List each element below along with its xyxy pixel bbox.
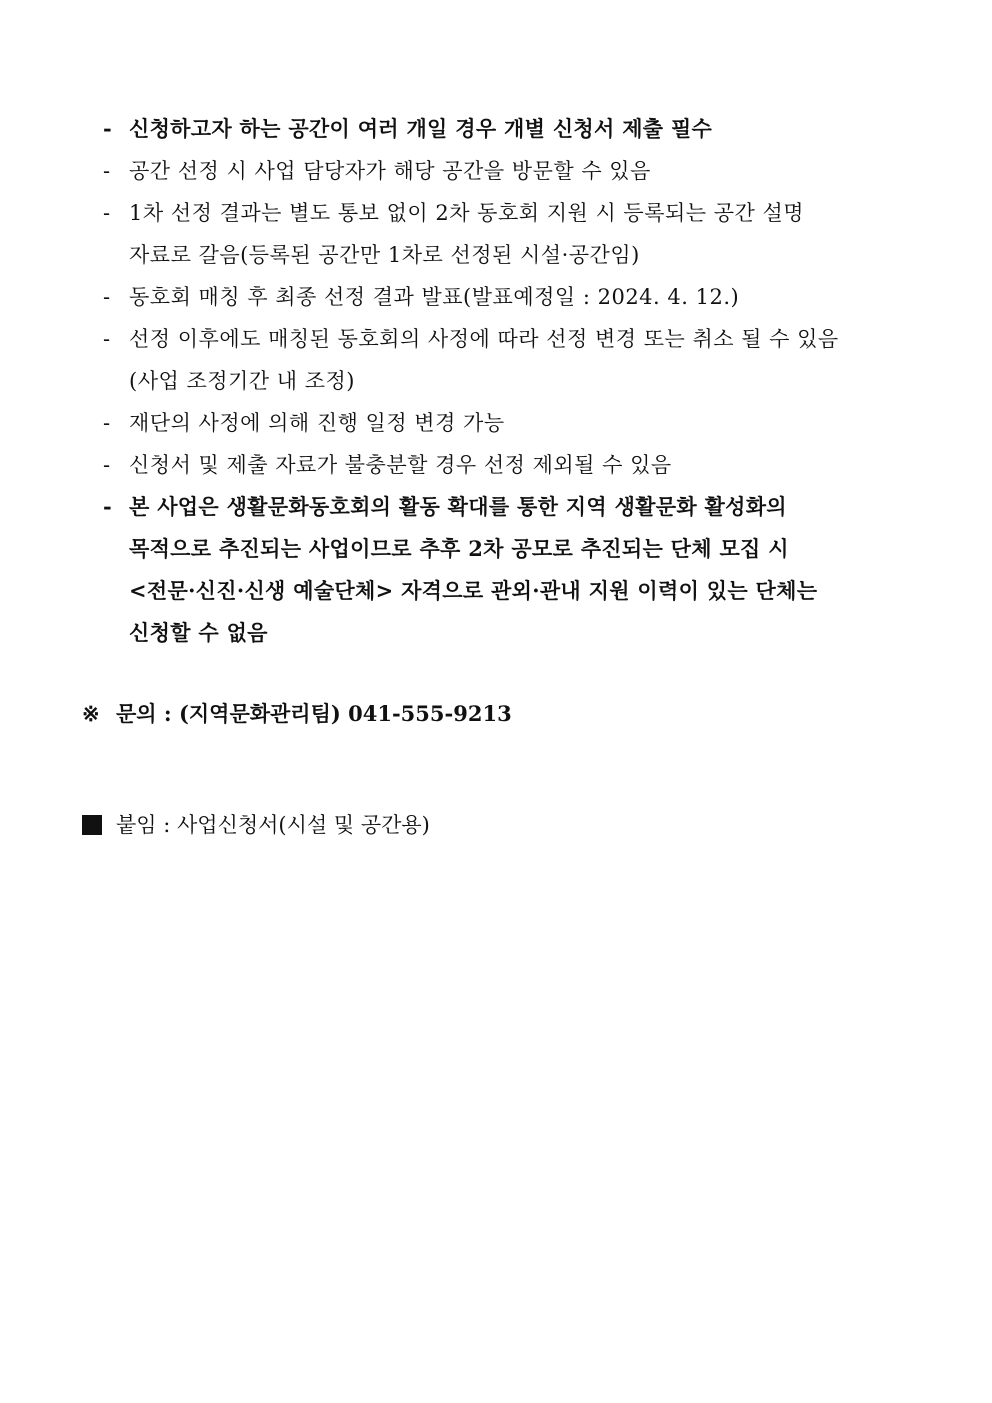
notice-item <box>103 486 923 654</box>
notice-text: 공간 선정 시 사업 담당자가 해당 공간을 방문할 수 있음 <box>129 159 651 183</box>
notice-text: 신청서 및 제출 자료가 불충분할 경우 선정 제외될 수 있음 <box>129 453 672 477</box>
notice-item <box>103 150 923 192</box>
dash-bullet: - <box>103 201 111 225</box>
notice-text: 선정 이후에도 매칭된 동호회의 사정에 따라 선정 변경 또는 취소 될 수 있음 (사업 조정기간 내 조정) <box>129 327 839 393</box>
dash-bullet: - <box>103 327 111 351</box>
dash-bullet: - <box>103 411 111 435</box>
notice-item <box>103 108 923 150</box>
attachment-text: 붙임 : 사업신청서(시설 및 공간용) <box>116 813 430 837</box>
notice-text: 1차 선정 결과는 별도 통보 없이 2차 동호회 지원 시 등록되는 공간 설명 자료로 갈음(등록된 공간만 1차로 선정된 시설·공간임) <box>129 201 805 267</box>
notice-item <box>103 276 923 318</box>
attachment-line <box>82 805 430 845</box>
notice-item <box>103 318 923 402</box>
dash-bullet: - <box>103 453 111 477</box>
reference-mark-icon: ※ <box>82 701 100 726</box>
notice-text: 동호회 매칭 후 최종 선정 결과 발표(발표예정일 : 2024. 4. 12.) <box>129 285 740 309</box>
notice-text: 본 사업은 생활문화동호회의 활동 확대를 통한 지역 생활문화 활성화의 목적으로 추진되는 사업이므로 추후 2차 공모로 추진되는 단체 모집 시 <전문·신진·신생 예술단체> 자격으로 관외·관내 지원 이력이 있는 단체는 신청할 수 없음 <box>129 494 818 645</box>
notice-item <box>103 402 923 444</box>
dash-bullet: - <box>103 159 111 183</box>
black-square-icon <box>82 815 102 835</box>
notice-text: 재단의 사정에 의해 진행 일정 변경 가능 <box>129 411 505 435</box>
notice-item <box>103 444 923 486</box>
dash-bullet: - <box>103 285 111 309</box>
inquiry-text: 문의 : (지역문화관리팀) 041-555-9213 <box>116 701 512 726</box>
dash-bullet: - <box>103 494 113 519</box>
notice-text: 신청하고자 하는 공간이 여러 개일 경우 개별 신청서 제출 필수 <box>129 116 713 141</box>
notice-list <box>103 108 923 654</box>
notice-item <box>103 192 923 276</box>
inquiry-contact <box>82 694 512 734</box>
dash-bullet: - <box>103 116 113 141</box>
